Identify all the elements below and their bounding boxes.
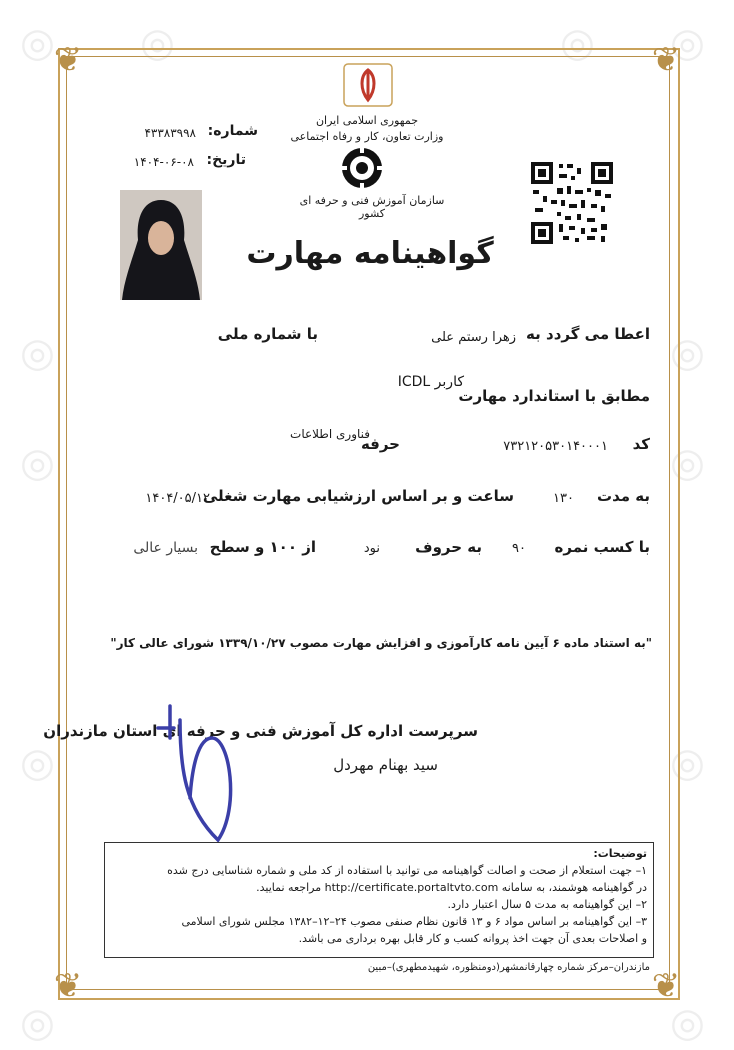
granted-label: اعطا می گردد به <box>526 325 650 343</box>
qr-code <box>529 160 615 246</box>
corner-ornament-icon: ❦ <box>651 966 681 1006</box>
corner-ornament-icon: ❦ <box>651 40 681 80</box>
holder-photo <box>120 190 202 300</box>
in-words-value: نود <box>363 541 380 556</box>
date-label: تاریخ: <box>206 152 246 168</box>
number-label: شماره: <box>207 123 258 139</box>
evaluation-date: ۱۴۰۴/۰۵/۱۲ <box>145 491 210 506</box>
level-value: بسیار عالی <box>133 540 198 556</box>
issuing-center: مازندران–مرکز شماره چهارقانمشهر(دومنظوره، شهیدمطهری)–مبین <box>367 962 650 973</box>
standard-value: کاربر ICDL <box>397 374 464 390</box>
date-value: ۱۴۰۴-۰۶-۰۸ <box>133 155 194 169</box>
signatory-position: سرپرست اداره کل آموزش فنی و حرفه ای استان مازندران <box>43 722 478 740</box>
notes-line: ۲– این گواهینامه به مدت ۵ سال اعتبار دارد. <box>447 898 647 911</box>
notes-line: در گواهینامه هوشمند، به سامانه http://certificate.portaltvto.com مراجعه نمایید. <box>256 881 647 894</box>
level-label: از ۱۰۰ و سطح <box>209 538 316 556</box>
signatory-name: سید بهنام مهردل <box>333 756 438 774</box>
standard-label: مطابق با استاندارد مهارت <box>458 387 650 405</box>
profession-value: فناوری اطلاعات <box>290 427 370 441</box>
handwritten-signature <box>140 698 250 848</box>
profession-label: حرفه <box>360 435 400 453</box>
country-name: جمهوری اسلامی ایران <box>315 114 419 127</box>
notes-line: ۱– جهت استعلام از صحت و اصالت گواهینامه می توانید با استفاده از کد ملی و شماره شناسایی درج شده <box>167 864 647 877</box>
holder-name: زهرا رستم علی <box>431 330 516 345</box>
score-label: با کسب نمره <box>554 538 650 556</box>
notes-title: توضیحات: <box>593 847 647 860</box>
notes-line: و اصلاحات بعدی آن جهت اخذ پروانه کسب و کار قابل بهره برداری می باشد. <box>298 932 647 945</box>
certificate-title: گواهینامه مهارت <box>246 236 494 271</box>
corner-ornament-icon: ❦ <box>53 40 83 80</box>
organization-name: سازمان آموزش فنی و حرفه ای کشور <box>299 194 445 220</box>
national-id-label: با شماره ملی <box>217 325 318 343</box>
tvto-logo-icon <box>340 146 384 190</box>
code-label: کد <box>632 435 650 453</box>
iran-emblem-icon <box>342 62 394 108</box>
duration-label: به مدت <box>597 487 650 505</box>
legal-citation: "به استناد ماده ۶ آیین نامه کارآموزی و افزایش مهارت مصوب ۱۳۳۹/۱۰/۲۷ شورای عالی کار" <box>110 636 652 650</box>
corner-ornament-icon: ❦ <box>53 966 83 1006</box>
hours-label: ساعت و بر اساس ارزشیابی مهارت شغلی <box>202 487 514 505</box>
code-value: ۷۳۲۱۲۰۵۳۰۱۴۰۰۰۱ <box>503 439 608 454</box>
notes-line: ۳– این گواهینامه بر اساس مواد ۶ و ۱۳ قانون نظام صنفی مصوب ۲۴–۱۲–۱۳۸۲ مجلس شورای اسلامی <box>181 915 647 928</box>
duration-value: ۱۳۰ <box>553 491 574 506</box>
number-value: ۴۳۳۸۳۹۹۸ <box>144 126 196 140</box>
score-value: ۹۰ <box>512 541 526 556</box>
ministry-name: وزارت تعاون، کار و رفاه اجتماعی <box>290 130 444 143</box>
in-words-label: به حروف <box>415 538 482 556</box>
watermark-pattern: ◎ ◎ ◎ ◎ ◎ ◎ ◎ ◎ ◎ ◎ ◎ ◎ <box>20 20 705 1046</box>
notes-box <box>104 842 654 958</box>
